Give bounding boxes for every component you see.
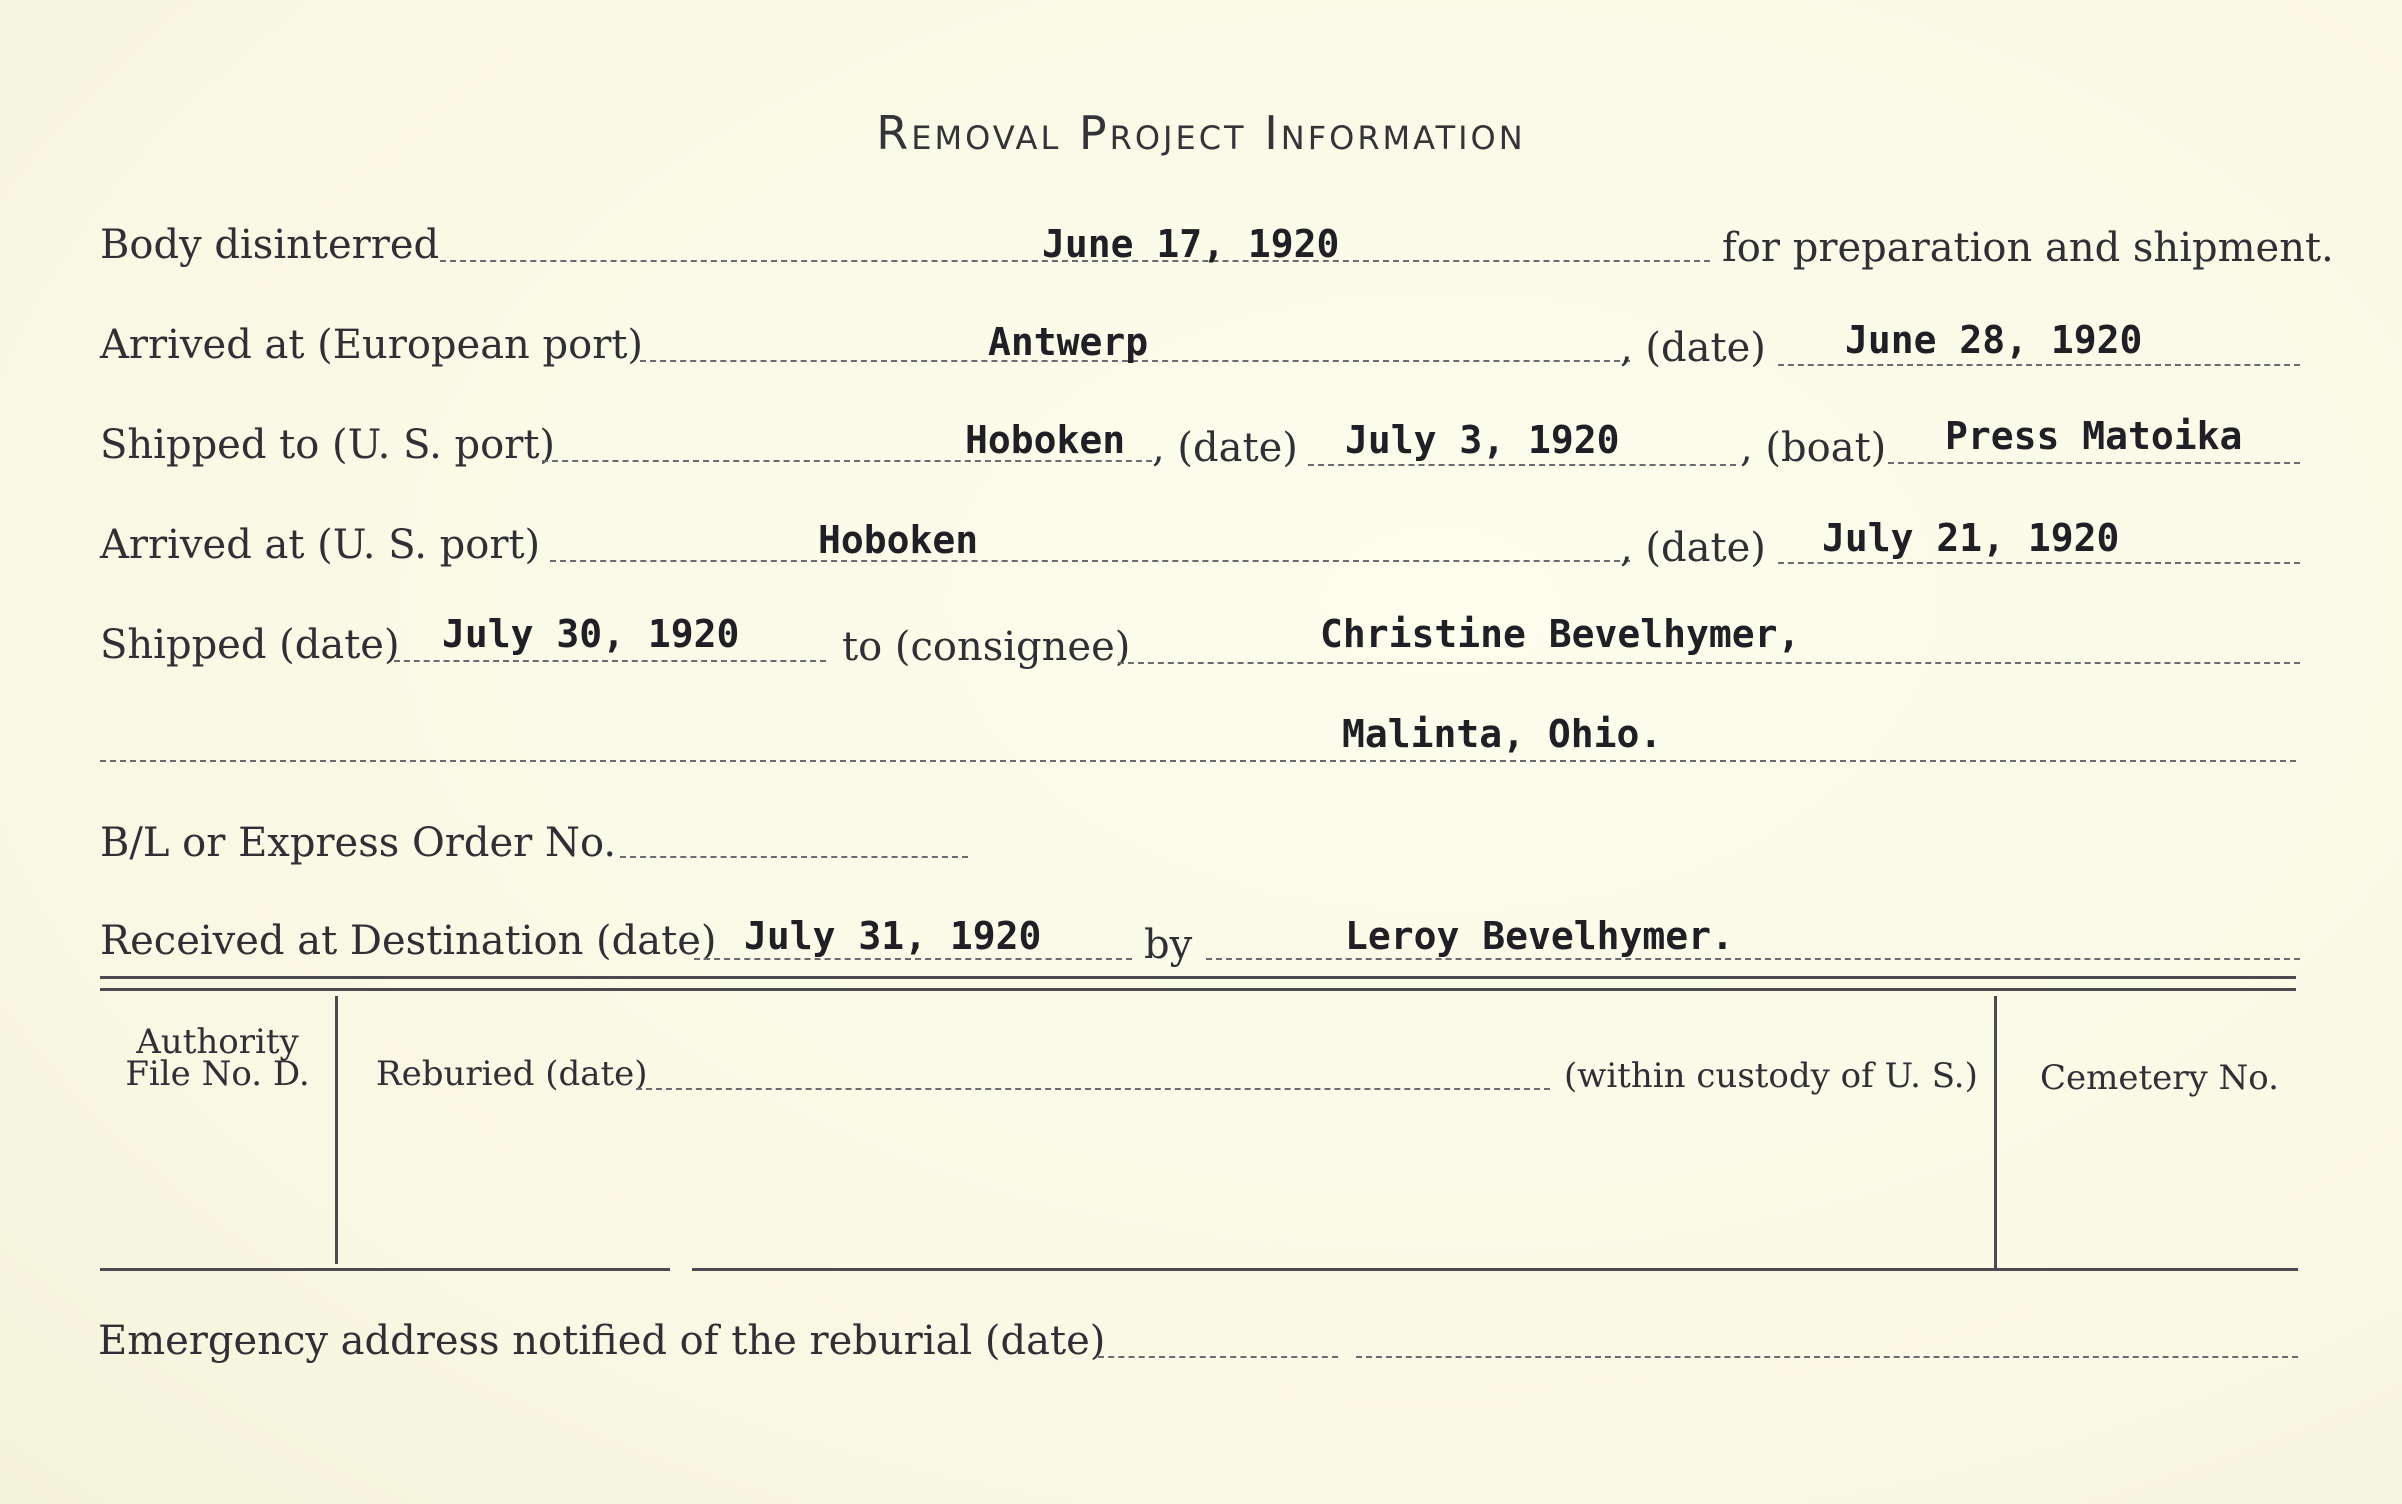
custody-label: (within custody of U. S.) [1564,1056,1978,1096]
emergency-line-2 [1356,1356,2298,1358]
received-by-label: by [1144,922,1193,968]
arrived-european-value[interactable]: Antwerp [988,320,1149,364]
reburied-line [636,1088,1550,1090]
shipped-date-label: Shipped (date) [100,622,400,668]
shipped-us-port-date-value[interactable]: July 3, 1920 [1345,418,1620,462]
consignee-line-1 [1118,662,2300,664]
emergency-line-1 [1098,1356,1338,1358]
bl-order-label: B/L or Express Order No. [100,820,617,866]
arrived-us-port-label: Arrived at (U. S. port) [100,522,541,568]
body-disinterred-value[interactable]: June 17, 1920 [1042,222,1340,266]
shipped-us-port-boat-line [1888,462,2300,464]
table-top-rule-2 [100,988,2296,991]
arrived-european-label: Arrived at (European port) [100,322,644,368]
form-title: Removal Project Information [876,106,1526,160]
arrived-us-port-date-line [1778,562,2300,564]
received-date-line [694,958,1132,960]
received-label: Received at Destination (date) [100,918,717,964]
arrived-european-date-label: , (date) [1620,325,1766,371]
table-top-rule-1 [100,976,2296,979]
arrived-european-date-line [1778,364,2300,366]
emergency-label: Emergency address notified of the reburial (date) [98,1318,1106,1364]
arrived-us-port-line [550,560,1630,562]
received-by-line [1206,958,2300,960]
received-by-value[interactable]: Leroy Bevelhymer. [1345,914,1734,958]
authority-label-1: Authority [136,1022,299,1062]
shipped-us-port-boat-label: , (boat) [1740,425,1887,471]
shipped-us-port-value[interactable]: Hoboken [965,418,1126,462]
consignee-value-1[interactable]: Christine Bevelhymer, [1320,612,1801,656]
shipped-us-port-label: Shipped to (U. S. port) [100,422,555,468]
arrived-european-date-value[interactable]: June 28, 1920 [1845,318,2143,362]
table-bottom-rule-right [692,1268,2298,1271]
body-disinterred-suffix: for preparation and shipment. [1722,225,2334,271]
arrived-us-port-date-value[interactable]: July 21, 1920 [1822,516,2120,560]
shipped-date-value[interactable]: July 30, 1920 [442,612,740,656]
table-divider-right [1994,996,1997,1268]
cemetery-label: Cemetery No. [2040,1058,2279,1098]
received-date-value[interactable]: July 31, 1920 [744,914,1042,958]
body-disinterred-label: Body disinterred [100,222,440,268]
reburied-label: Reburied (date) [376,1054,648,1094]
shipped-us-port-date-line [1308,464,1736,466]
table-divider-left [335,996,338,1264]
consignee-label: to (consignee) [842,624,1131,670]
table-bottom-rule-left [100,1268,670,1271]
consignee-line-2 [100,760,2296,762]
shipped-us-port-boat-value[interactable]: Press Matoika [1945,414,2243,458]
consignee-value-2[interactable]: Malinta, Ohio. [1342,712,1663,756]
arrived-us-port-value[interactable]: Hoboken [818,518,979,562]
shipped-date-line [394,660,826,662]
authority-label-2: File No. D. [125,1054,310,1094]
arrived-us-port-date-label: , (date) [1620,525,1766,571]
bl-order-line [620,856,968,858]
shipped-us-port-date-label: , (date) [1152,425,1298,471]
